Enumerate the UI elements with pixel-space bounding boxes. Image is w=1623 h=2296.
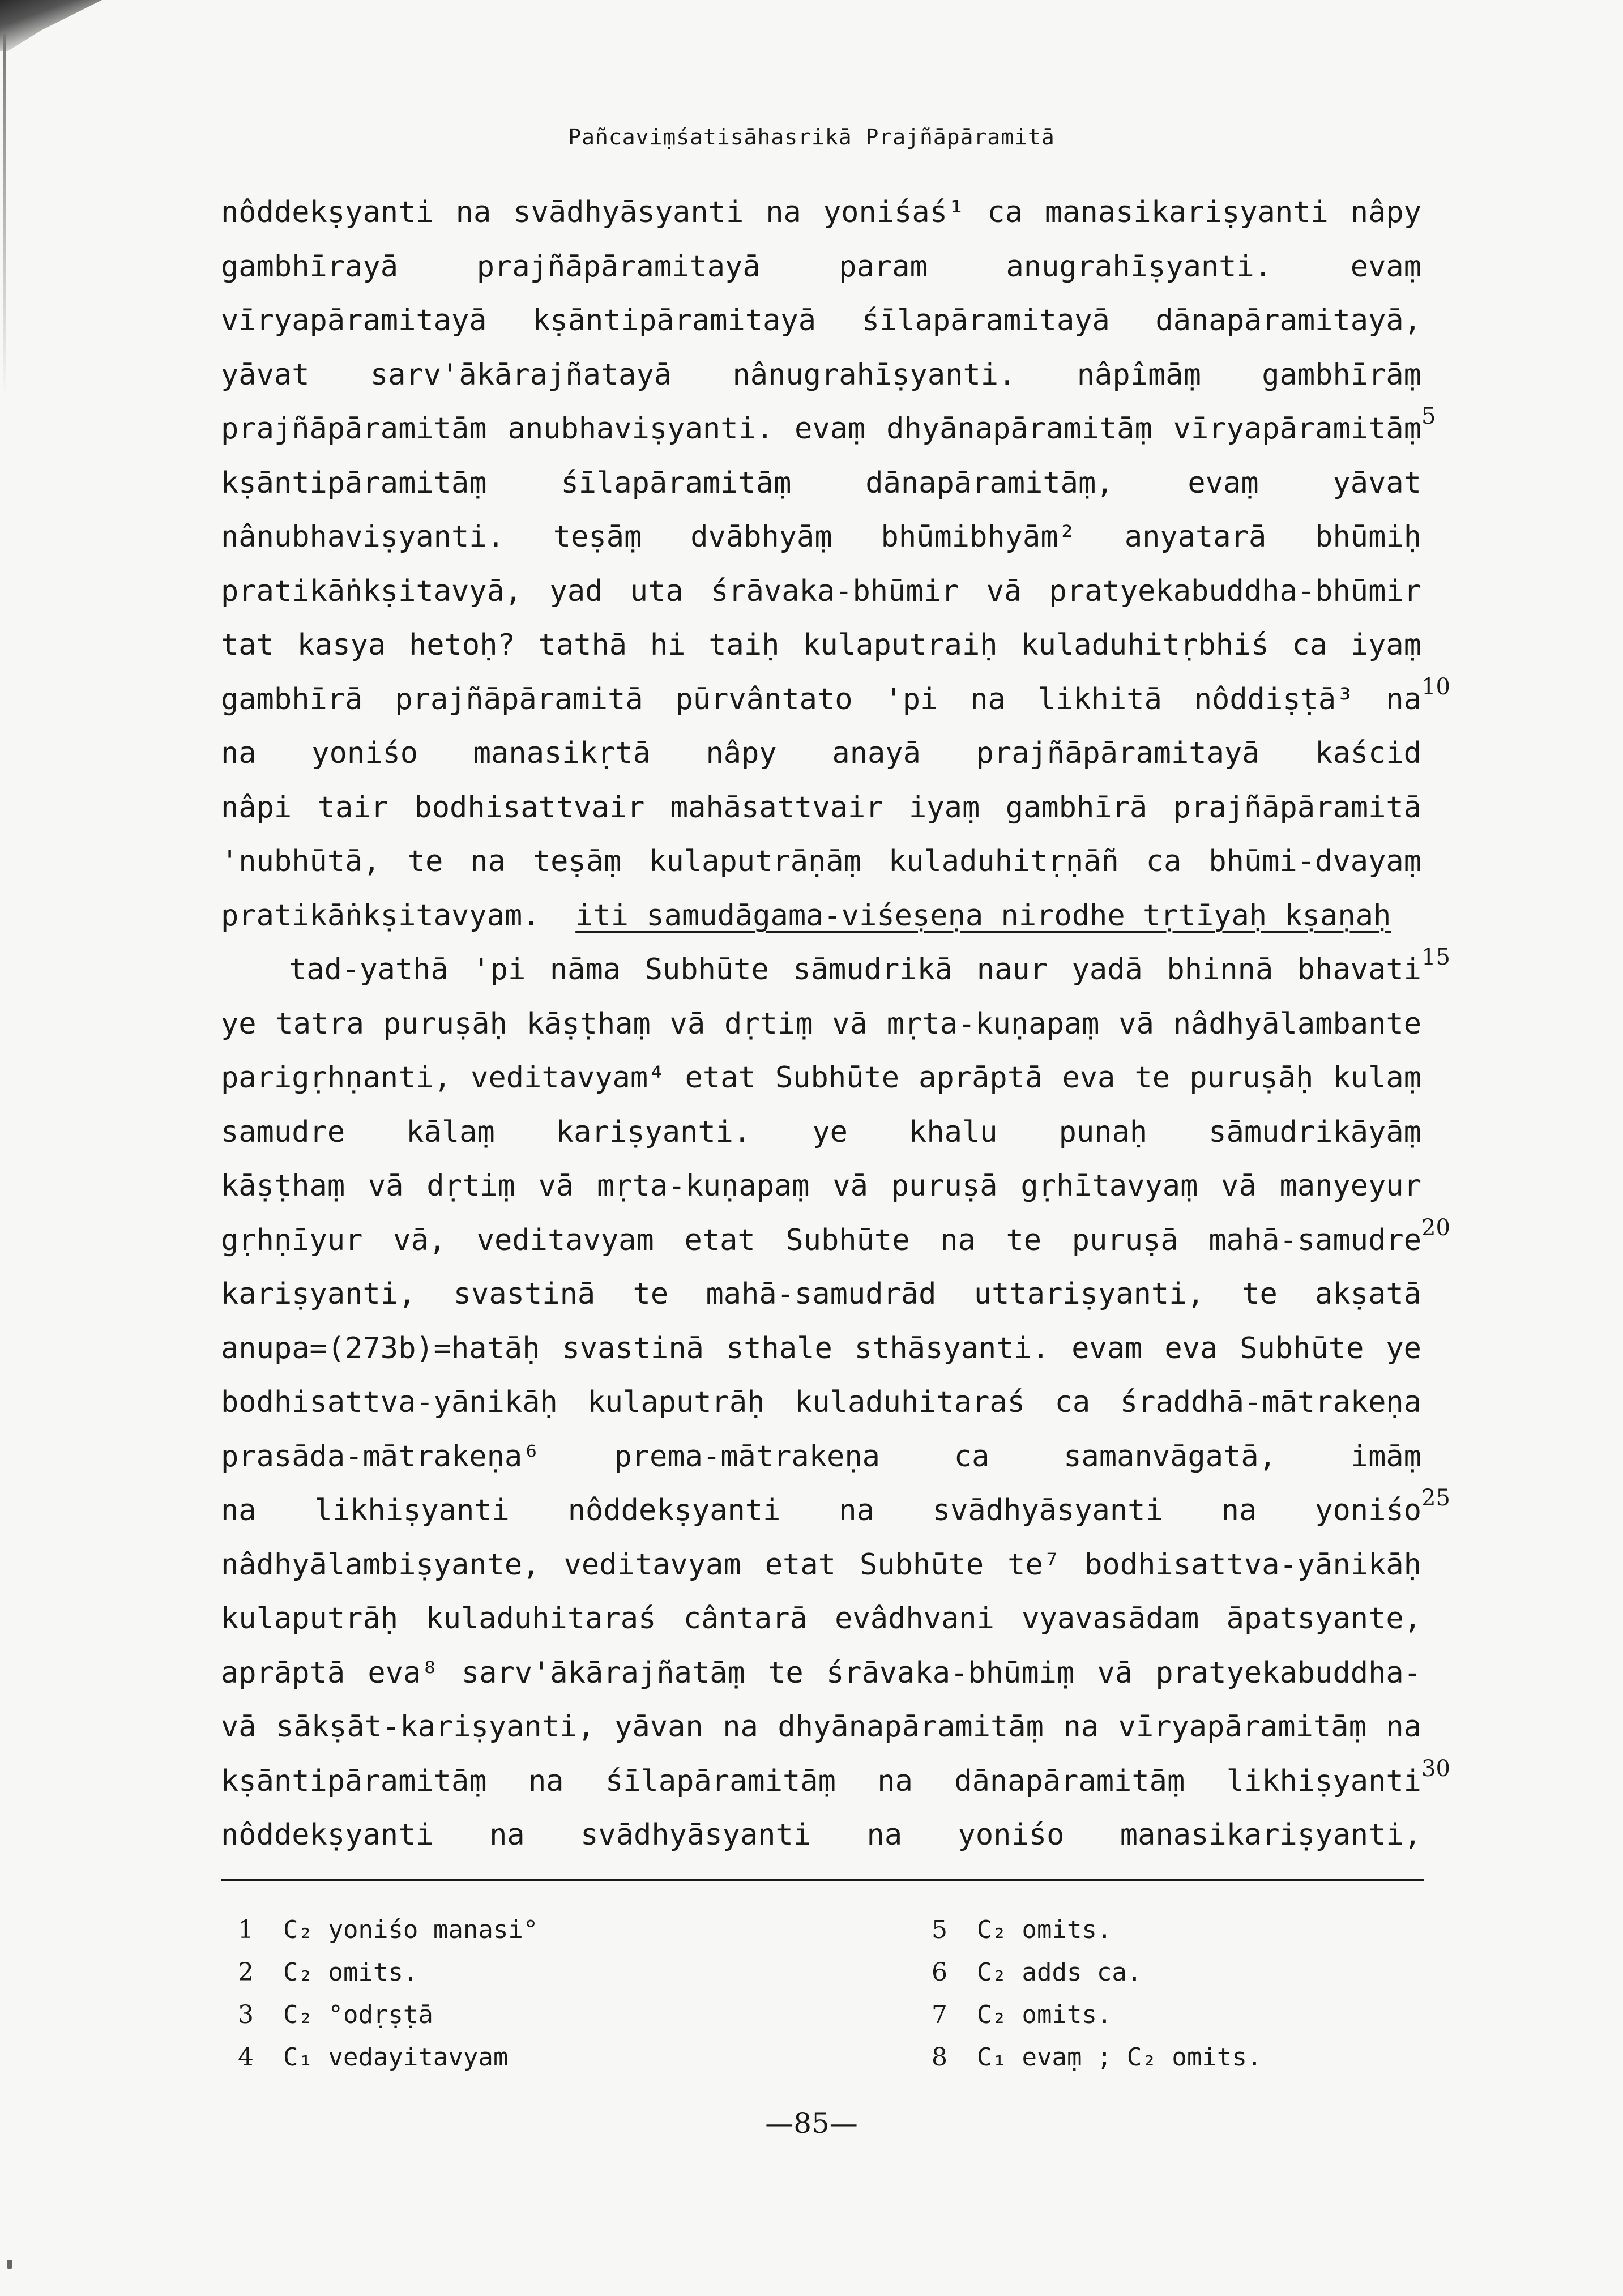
- page-number: —85—: [765, 2107, 858, 2140]
- text-line: kāṣṭhaṃ vā dṛtiṃ vā mṛta-kuṇapaṃ vā puruṣā gṛhītavyaṃ vā manyeyur: [221, 1169, 1421, 1203]
- text-line: na likhiṣyanti nôddekṣyanti na svādhyāsyanti na yoniśo: [221, 1493, 1421, 1527]
- text-line: kṣāntipāramitāṃ śīlapāramitāṃ dānapāramitāṃ, evaṃ yāvat: [221, 466, 1421, 500]
- line-number: 20: [1421, 1215, 1450, 1241]
- footnote-text: C₁ vedayitavyam: [283, 2043, 509, 2072]
- footnote-text: C₂ omits.: [283, 1958, 418, 1987]
- section-closing-underlined: iti samudāgama-viśeṣeṇa nirodhe tṛtīyaḥ kṣaṇaḥ: [575, 898, 1391, 933]
- text-line: kulaputrāḥ kuladuhitaraś cântarā evâdhvani vyavasādam āpatsyante,: [221, 1602, 1421, 1636]
- footnote-text: C₂ yoniśo manasi°: [283, 1915, 539, 1944]
- footnotes-left-column: [238, 1909, 538, 2079]
- text-line: anupa=(273b)=hatāḥ svastinā sthale sthāsyanti. evam eva Subhūte ye: [221, 1331, 1421, 1365]
- footnote-text: C₂ adds ca.: [977, 1958, 1142, 1987]
- line-number: 10: [1421, 674, 1450, 700]
- text-line: nôddekṣyanti na svādhyāsyanti na yoniśo manasikariṣyanti,: [221, 1818, 1421, 1852]
- footnote: [238, 1909, 538, 1951]
- text-line: kṣāntipāramitāṃ na śīlapāramitāṃ na dānapāramitāṃ likhiṣyanti: [221, 1764, 1421, 1798]
- footnote-text: C₂ °odṛṣṭā: [283, 2000, 433, 2029]
- footnote-number: 4: [238, 2043, 254, 2072]
- text-line: nôddekṣyanti na svādhyāsyanti na yoniśaś¹ ca manasikariṣyanti nâpy: [221, 195, 1421, 229]
- footnote: [932, 1909, 1262, 1951]
- text-line-with-underline: [221, 889, 1421, 944]
- footnote: [932, 2036, 1262, 2079]
- body-text: [221, 186, 1421, 1863]
- running-head: Pañcaviṃśatisāhasrikā Prajñāpāramitā: [568, 125, 1055, 150]
- text-line: nâdhyālambiṣyante, veditavyam etat Subhūte te⁷ bodhisattva-yānikāḥ: [221, 1547, 1421, 1582]
- text-line: 'nubhūtā, te na teṣāṃ kulaputrāṇāṃ kuladuhitṛṇāñ ca bhūmi-dvayaṃ: [221, 844, 1421, 878]
- text-line-start: pratikāṅkṣitavyam.: [221, 898, 540, 933]
- text-line: vā sākṣāt-kariṣyanti, yāvan na dhyānapāramitāṃ na vīryapāramitāṃ na: [221, 1710, 1421, 1744]
- text-line: nânubhaviṣyanti. teṣāṃ dvābhyāṃ bhūmibhyām² anyatarā bhūmiḥ: [221, 520, 1421, 554]
- text-line: aprāptā eva⁸ sarv'ākārajñatāṃ te śrāvaka-bhūmiṃ vā pratyekabuddha-: [221, 1655, 1421, 1690]
- footnote: [932, 1994, 1262, 2036]
- footnote-number: 1: [238, 1915, 254, 1944]
- text-line: kariṣyanti, svastinā te mahā-samudrād uttariṣyanti, te akṣatā: [221, 1277, 1421, 1311]
- text-line: nâpi tair bodhisattvair mahāsattvair iyaṃ gambhīrā prajñāpāramitā: [221, 790, 1421, 825]
- text-line: bodhisattva-yānikāḥ kulaputrāḥ kuladuhitaraś ca śraddhā-mātrakeṇa: [221, 1385, 1421, 1419]
- line-number: 15: [1421, 944, 1450, 970]
- paragraph-start-line: tad-yathā 'pi nāma Subhūte sāmudrikā naur yadā bhinnā bhavati: [289, 953, 1421, 987]
- text-line: tat kasya hetoḥ? tathā hi taiḥ kulaputraiḥ kuladuhitṛbhiś ca iyaṃ: [221, 628, 1421, 662]
- text-line: gambhīrā prajñāpāramitā pūrvântato 'pi na likhitā nôddiṣṭā³ na: [221, 682, 1421, 716]
- scan-corner-shadow: [0, 0, 102, 51]
- footnote-number: 3: [238, 2000, 254, 2029]
- text-line: na yoniśo manasikṛtā nâpy anayā prajñāpāramitayā kaścid: [221, 736, 1421, 770]
- footnote: [238, 1994, 538, 2036]
- footnote-number: 8: [932, 2043, 947, 2072]
- text-line: ye tatra puruṣāḥ kāṣṭhaṃ vā dṛtiṃ vā mṛta-kuṇapaṃ vā nâdhyālambante: [221, 1006, 1421, 1041]
- text-line: gṛhṇīyur vā, veditavyam etat Subhūte na te puruṣā mahā-samudre: [221, 1223, 1421, 1257]
- footnote-text: C₂ omits.: [977, 2000, 1112, 2029]
- text-line: vīryapāramitayā kṣāntipāramitayā śīlapāramitayā dānapāramitayā,: [221, 304, 1421, 338]
- scan-speck: [7, 2260, 12, 2269]
- line-number: 25: [1421, 1485, 1450, 1511]
- text-line: prasāda-mātrakeṇa⁶ prema-mātrakeṇa ca samanvāgatā, imāṃ: [221, 1439, 1421, 1474]
- footnote: [238, 2036, 538, 2079]
- footnote-text: C₂ omits.: [977, 1915, 1112, 1944]
- text-line: gambhīrayā prajñāpāramitayā param anugrahīṣyanti. evaṃ: [221, 249, 1421, 284]
- scan-edge-shadow: [3, 34, 6, 396]
- text-line: samudre kālaṃ kariṣyanti. ye khalu punaḥ sāmudrikāyāṃ: [221, 1115, 1421, 1149]
- footnote-text: C₁ evaṃ ; C₂ omits.: [977, 2043, 1262, 2072]
- footnote-number: 7: [932, 2000, 947, 2029]
- line-number: 30: [1421, 1756, 1450, 1782]
- line-number: 5: [1421, 403, 1436, 429]
- text-line: pratikāṅkṣitavyā, yad uta śrāvaka-bhūmir vā pratyekabuddha-bhūmir: [221, 574, 1421, 608]
- footnotes-right-column: [932, 1909, 1262, 2079]
- footnote-number: 6: [932, 1958, 947, 1987]
- text-line: parigṛhṇanti, veditavyam⁴ etat Subhūte aprāptā eva te puruṣāḥ kulaṃ: [221, 1061, 1421, 1095]
- footnote-rule: [221, 1879, 1424, 1881]
- text-line: prajñāpāramitām anubhaviṣyanti. evaṃ dhyānapāramitāṃ vīryapāramitāṃ: [221, 412, 1421, 446]
- footnote: [238, 1951, 538, 1994]
- text-line: yāvat sarv'ākārajñatayā nânugrahīṣyanti. nâpîmāṃ gambhīrāṃ: [221, 357, 1421, 392]
- footnote-number: 5: [932, 1915, 947, 1944]
- footnote: [932, 1951, 1262, 1994]
- footnote-number: 2: [238, 1958, 254, 1987]
